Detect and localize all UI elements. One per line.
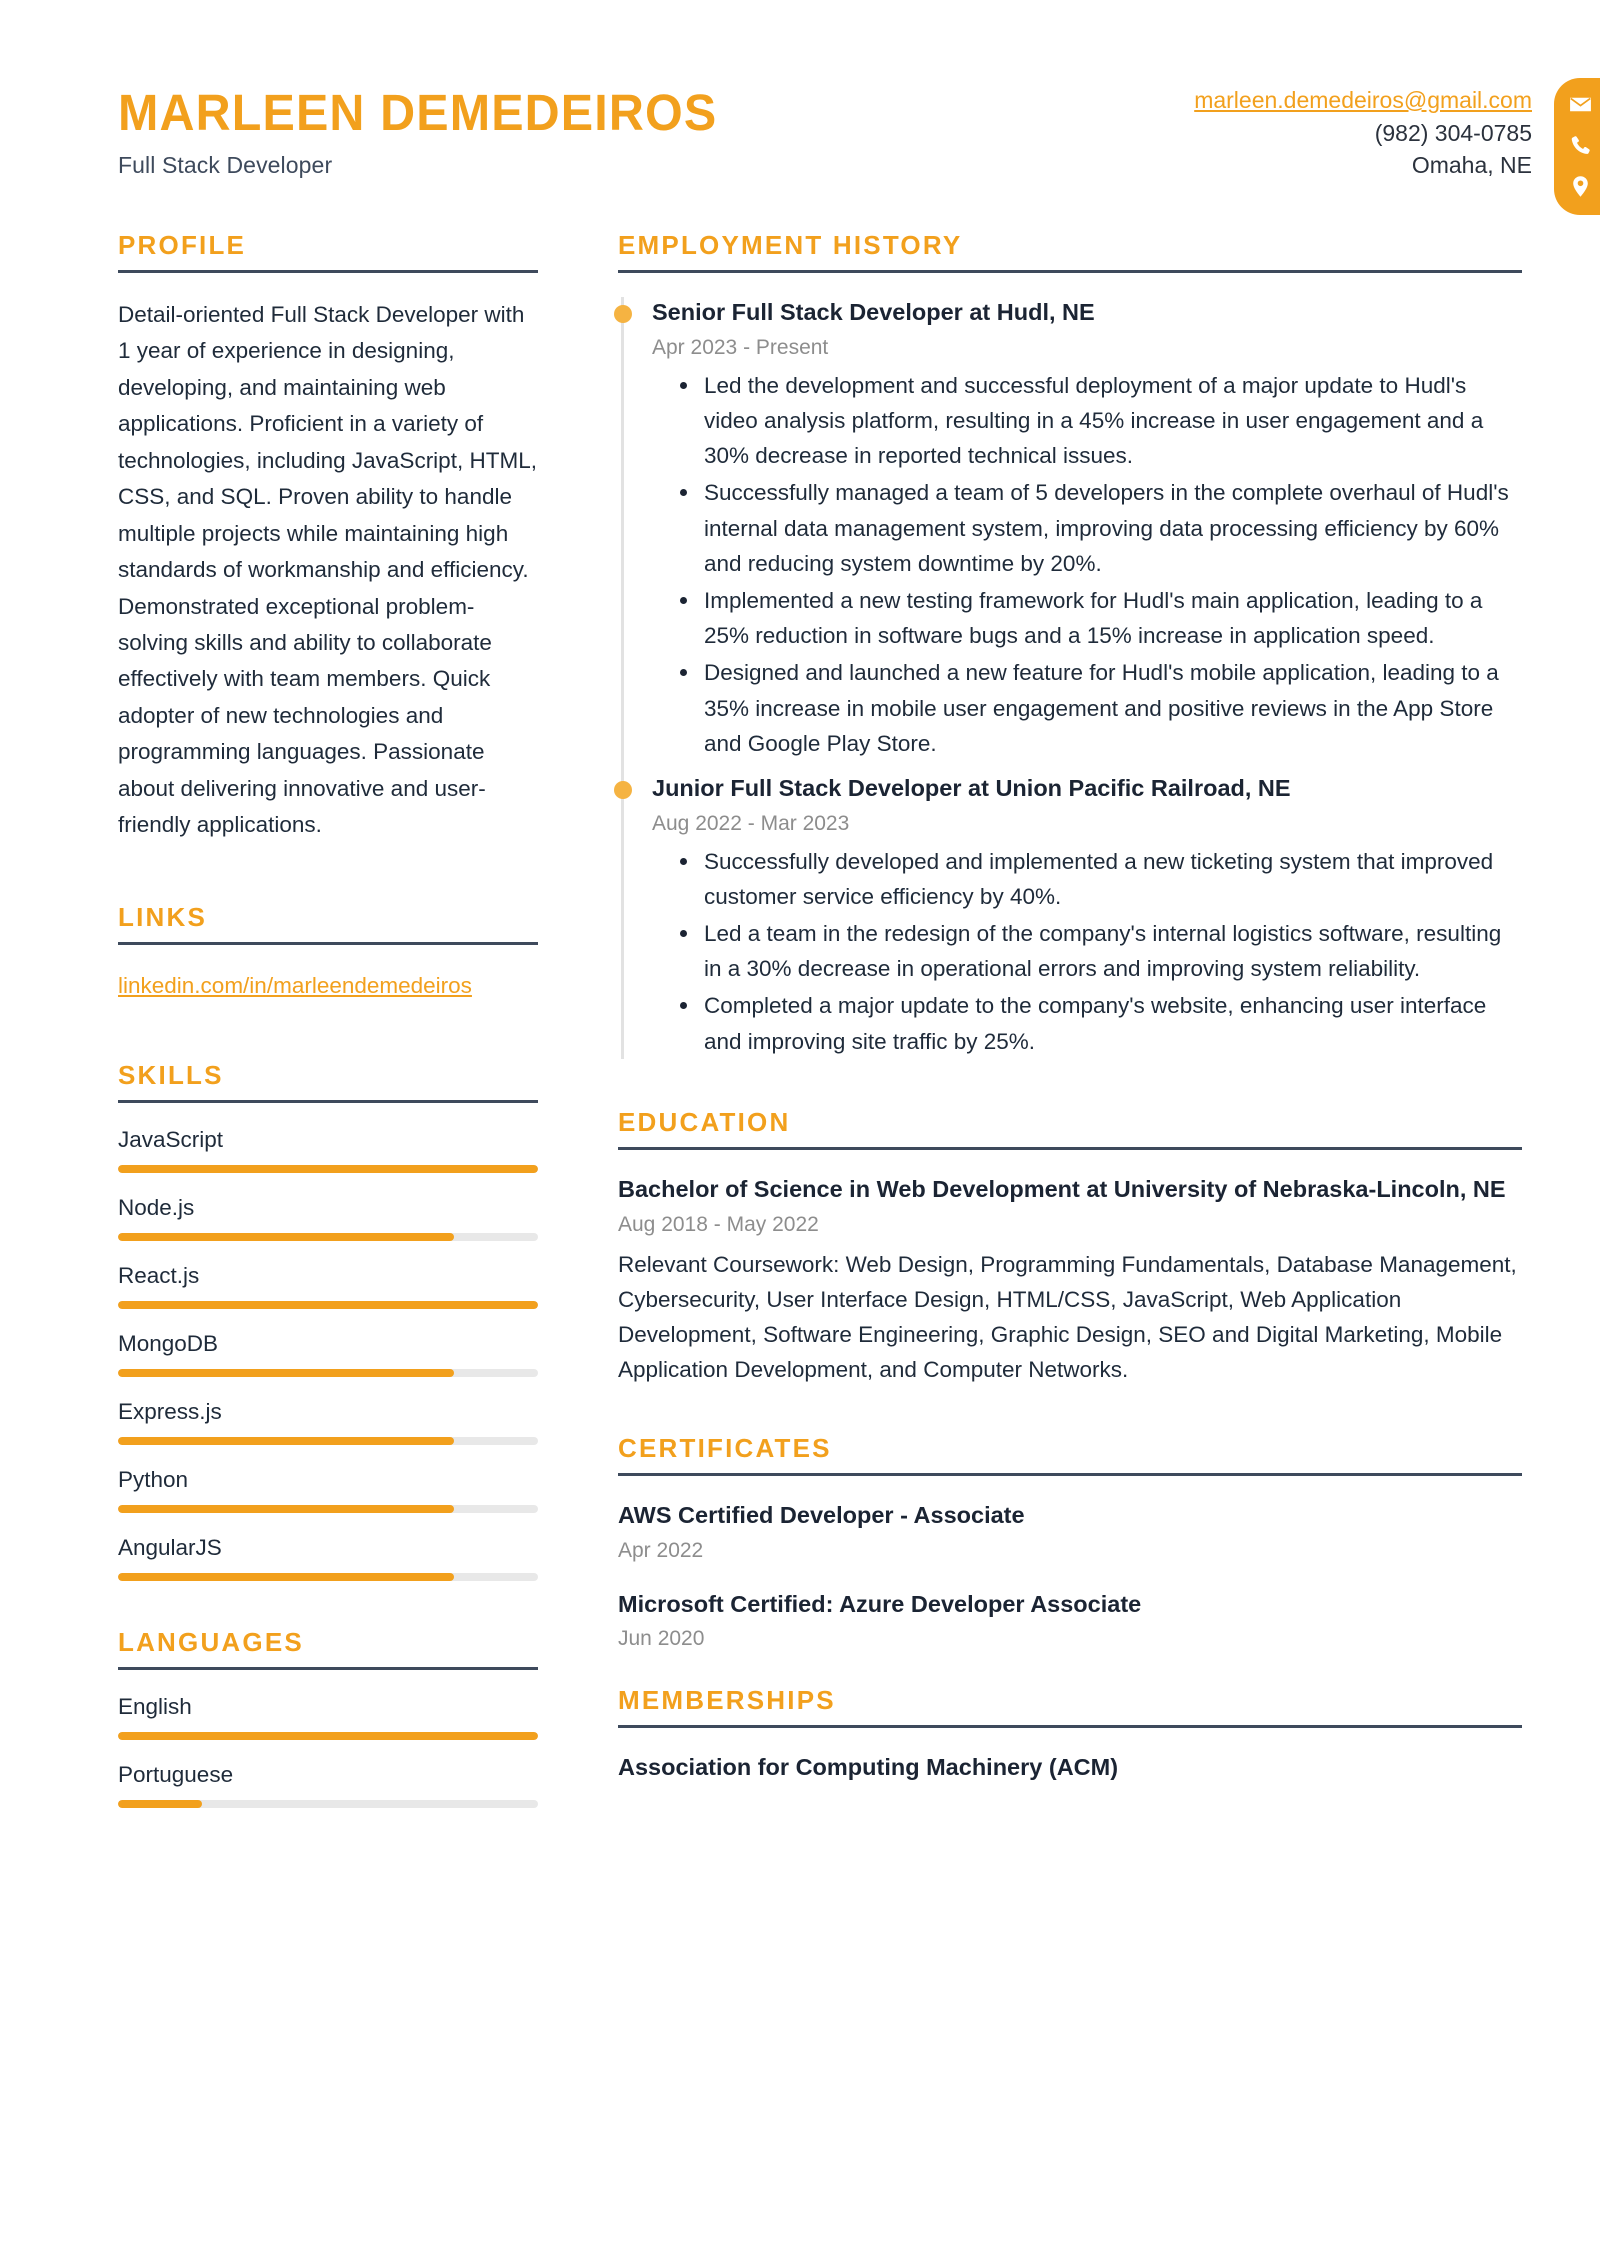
section-rule [118, 1667, 538, 1670]
skill-label: Express.js [118, 1399, 222, 1425]
section-rule [118, 942, 538, 945]
contact-location: Omaha, NE [1411, 152, 1532, 179]
job-title: Junior Full Stack Developer at Union Pacific Railroad, NE [652, 774, 1291, 801]
section-links [118, 902, 538, 1003]
section-title-profile: PROFILE [118, 230, 247, 260]
section-memberships [618, 1685, 1522, 1784]
skill-bar-track [118, 1437, 538, 1445]
contact-icon-strip [1554, 78, 1600, 215]
skill-bar-fill [118, 1573, 454, 1581]
membership-entry [618, 1752, 1522, 1784]
certificate-entry [618, 1500, 1522, 1563]
skill-bar-fill [118, 1505, 454, 1513]
profile-text: Detail-oriented Full Stack Developer with 1 year of experience in designing, developing, and maintaining web applications. Proficient in a variety of technologies, including JavaScript, HTML, CSS, and SQL. Proven ability to handle multiple projects while maintaining high standards of workmanship and efficiency. Demonstrated exceptional problem-solving skills and ability to collaborate effectively with team members. Quick adopter of new technologies and programming languages. Passionate about delivering innovative and user-friendly applications. [118, 302, 537, 838]
section-title-memberships: MEMBERSHIPS [618, 1685, 836, 1716]
section-rule [618, 1147, 1522, 1150]
languages-list [118, 1694, 538, 1808]
skill-label: React.js [118, 1263, 200, 1289]
left-column [118, 230, 618, 1830]
section-title-links: LINKS [118, 901, 207, 932]
section-title-employment: EMPLOYMENT HISTORY [618, 230, 963, 260]
candidate-job-title: Full Stack Developer [118, 151, 333, 178]
language-label: Portuguese [118, 1762, 234, 1788]
section-languages [118, 1627, 538, 1808]
skill-item [118, 1331, 538, 1377]
section-skills [118, 1060, 538, 1581]
header-contact [1194, 78, 1600, 215]
skill-item [118, 1195, 538, 1241]
skill-bar-track [118, 1165, 538, 1173]
language-item [118, 1694, 538, 1740]
skill-label: JavaScript [118, 1127, 224, 1153]
skill-label: Python [118, 1467, 189, 1493]
skill-label: Node.js [118, 1195, 195, 1221]
section-rule [118, 270, 538, 273]
skill-label: AngularJS [118, 1535, 222, 1561]
language-item [118, 1762, 538, 1808]
link-item[interactable]: linkedin.com/in/marleendemedeiros [118, 972, 472, 998]
language-bar-fill [118, 1732, 538, 1740]
employment-entry [652, 773, 1522, 1059]
job-bullet: Led a team in the redesign of the company's internal logistics software, resulting in a 30% decrease in operational errors and improving system reliability. [704, 916, 1522, 986]
section-certificates [618, 1433, 1522, 1651]
language-bar-track [118, 1732, 538, 1740]
job-bullet: Successfully developed and implemented a new ticketing system that improved customer service efficiency by 40%. [704, 844, 1522, 914]
job-bullets [652, 368, 1522, 761]
employment-timeline [618, 297, 1522, 1059]
job-date: Apr 2023 - Present [652, 335, 829, 359]
contact-email[interactable]: marleen.demedeiros@gmail.com [1194, 87, 1532, 113]
resume-body [0, 230, 1600, 1830]
section-title-languages: LANGUAGES [118, 1627, 304, 1658]
job-bullet: Designed and launched a new feature for Hudl's mobile application, leading to a 35% increase in mobile user engagement and positive reviews in the App Store and Google Play Store. [704, 655, 1522, 761]
right-column [618, 230, 1522, 1830]
education-date: Aug 2018 - May 2022 [618, 1212, 819, 1236]
links-list [118, 969, 538, 1003]
language-label: English [118, 1694, 192, 1720]
section-rule [118, 1100, 538, 1103]
certificate-entry [618, 1589, 1522, 1652]
skill-item [118, 1535, 538, 1581]
skill-bar-track [118, 1233, 538, 1241]
certificate-title: AWS Certified Developer - Associate [618, 1501, 1025, 1528]
skill-bar-track [118, 1369, 538, 1377]
skills-list [118, 1127, 538, 1581]
skill-bar-fill [118, 1301, 538, 1309]
education-description: Relevant Coursework: Web Design, Programming Fundamentals, Database Management, Cybersecurity, User Interface Design, HTML/CSS, JavaScript, Web Application Development, Software Engineering, Graphic Design, SEO and Digital Marketing, Mobile Application Development, and Computer Networks. [618, 1251, 1517, 1382]
section-title-certificates: CERTIFICATES [618, 1432, 832, 1463]
language-bar-fill [118, 1800, 202, 1808]
job-bullet: Completed a major update to the company's website, enhancing user interface and improving site traffic by 25%. [704, 988, 1522, 1058]
candidate-name: MARLEEN DEMEDEIROS [118, 84, 718, 141]
skill-label: MongoDB [118, 1331, 219, 1357]
skill-bar-fill [118, 1369, 454, 1377]
phone-icon [1568, 133, 1593, 158]
section-title-education: EDUCATION [618, 1106, 791, 1137]
job-date: Aug 2022 - Mar 2023 [652, 811, 850, 835]
skill-bar-track [118, 1301, 538, 1309]
certificate-title: Microsoft Certified: Azure Developer Associate [618, 1590, 1142, 1617]
job-title: Senior Full Stack Developer at Hudl, NE [652, 299, 1095, 325]
section-title-skills: SKILLS [118, 1060, 224, 1091]
contact-phone: (982) 304-0785 [1374, 119, 1532, 146]
envelope-icon [1568, 92, 1593, 117]
map-pin-icon [1568, 174, 1593, 199]
section-rule [618, 1473, 1522, 1476]
resume-header [0, 0, 1600, 230]
job-bullet: Successfully managed a team of 5 developers in the complete overhaul of Hudl's internal data management system, improving data processing efficiency by 60% and reducing system downtime by 20%. [704, 475, 1522, 581]
skill-bar-track [118, 1505, 538, 1513]
education-entry [618, 1174, 1522, 1387]
section-education [618, 1107, 1522, 1387]
skill-bar-fill [118, 1437, 454, 1445]
skill-bar-track [118, 1573, 538, 1581]
skill-bar-fill [118, 1233, 454, 1241]
section-employment [618, 230, 1522, 1059]
skill-item [118, 1467, 538, 1513]
section-rule [618, 1725, 1522, 1728]
contact-lines [1194, 78, 1554, 182]
skill-item [118, 1127, 538, 1173]
language-bar-track [118, 1800, 538, 1808]
skill-item [118, 1399, 538, 1445]
skill-bar-fill [118, 1165, 538, 1173]
certificate-date: Jun 2020 [618, 1627, 705, 1651]
education-title: Bachelor of Science in Web Development at University of Nebraska-Lincoln, NE [618, 1175, 1506, 1202]
job-bullet: Led the development and successful deployment of a major update to Hudl's video analysis platform, resulting in a 45% increase in user engagement and a 30% decrease in reported technical issues. [704, 368, 1522, 474]
section-rule [618, 270, 1522, 273]
certificate-date: Apr 2022 [618, 1538, 704, 1562]
section-profile [118, 230, 538, 844]
header-identity [118, 78, 749, 179]
skill-item [118, 1263, 538, 1309]
employment-entry [652, 297, 1522, 761]
job-bullets [652, 844, 1522, 1059]
job-bullet: Implemented a new testing framework for Hudl's main application, leading to a 25% reduction in software bugs and a 15% increase in application speed. [704, 583, 1522, 653]
membership-title: Association for Computing Machinery (ACM) [618, 1754, 1119, 1781]
